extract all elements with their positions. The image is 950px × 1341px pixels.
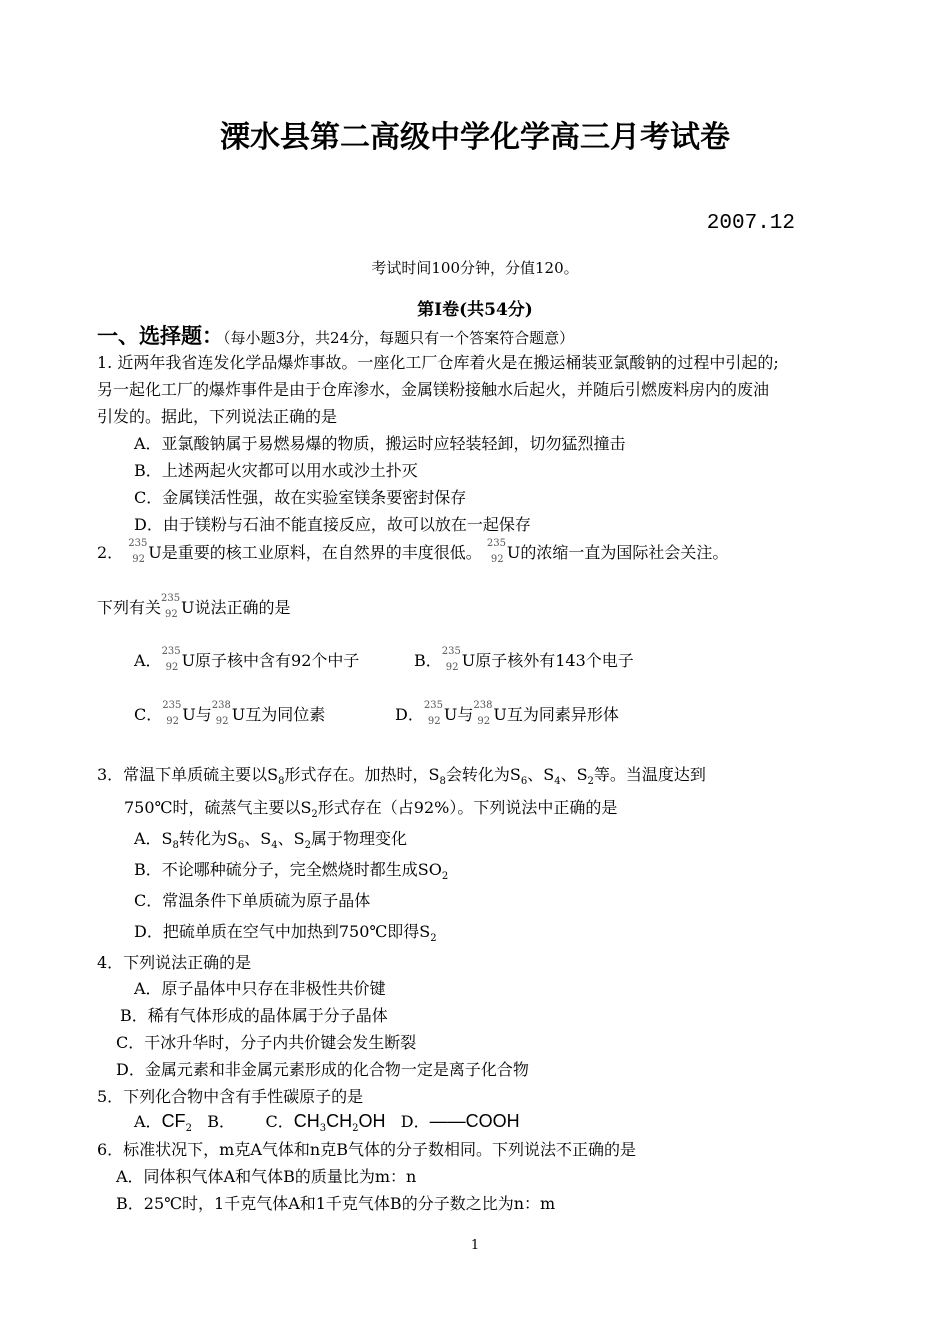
q4-option-a: A．原子晶体中只存在非极性共价键 (134, 979, 386, 998)
q2-number: 2． (97, 543, 124, 562)
page-number: 1 (470, 1238, 480, 1253)
q2-line2-post: 说法正确的是 (194, 598, 291, 617)
section-heading-label: 一、选择题： (97, 324, 223, 348)
q4-option-b: B．稀有气体形成的晶体属于分子晶体 (120, 1006, 388, 1025)
q3-option-b: B．不论哪种硫分子，完全燃烧时都生成$SO_2$ (134, 860, 449, 883)
q2-line2-pre: 下列有关 (97, 598, 162, 617)
exam-date: 2007.12 (706, 212, 795, 235)
q6-option-a: A．同体积气体A和气体B的质量比为m：n (116, 1167, 417, 1186)
q4-option-c: C．干冰升华时，分子内共价键会发生断裂 (116, 1033, 417, 1052)
q2-text1: 是重要的核工业原料，在自然界的丰度很低。 (161, 543, 482, 562)
q1-option-c: C．金属镁活性强，故在实验室镁条要密封保存 (134, 488, 467, 507)
q3-option-a: A．$S_8$转化为$S_6$、$S_4$、$S_2$属于物理变化 (134, 829, 407, 852)
u235-nuclide: 235 92 (162, 700, 182, 727)
q1-line3: 引发的。据此，下列说法正确的是 (97, 407, 338, 426)
q3-line1: 3．常温下单质硫主要以$S_8$形式存在。加热时，$S_8$会转化为$S_6$、$S_4$、$S_2$等。当温度达到 (97, 765, 706, 788)
q5-formula-d: ——COOH (429, 1111, 520, 1131)
q1-option-a: A．亚氯酸钠属于易燃易爆的物质，搬运时应轻装轻卸，切勿猛烈撞击 (134, 434, 626, 453)
section-note: （每小题3分，共24分，每题只有一个答案符合题意） (223, 329, 575, 347)
u238-nuclide: 238 92 (473, 700, 493, 727)
q3-option-c: C．常温条件下单质硫为原子晶体 (134, 891, 371, 910)
u235-nuclide: 235 92 (161, 593, 181, 620)
u235-nuclide: 235 92 (486, 538, 506, 565)
u235-nuclide: 235 92 (161, 646, 181, 673)
q5-option-c-label: C． (265, 1112, 294, 1131)
q6-option-b: B．25℃时，1千克气体A和1千克气体B的分子数之比为n：m (116, 1194, 556, 1213)
q3-option-d: D．把硫单质在空气中加热到750℃即得$S_2$ (134, 922, 437, 945)
q1-option-b: B．上述两起火灾都可以用水或沙土扑灭 (134, 461, 418, 480)
u235-nuclide: 235 92 (441, 646, 461, 673)
q5-formula-c: CH (293, 1111, 320, 1131)
exam-title: 溧水县第二高级中学化学高三月考试卷 (220, 120, 730, 155)
q4-stem: 4．下列说法正确的是 (97, 953, 252, 972)
q4-option-d: D．金属元素和非金属元素形成的化合物一定是离子化合物 (116, 1060, 529, 1079)
u-symbol: U (181, 598, 195, 617)
section-heading (97, 320, 574, 350)
q6-stem: 6．标准状况下，m克A气体和n克B气体的分子数相同。下列说法不正确的是 (97, 1140, 636, 1159)
q2-line2 (97, 595, 291, 618)
q1-option-d: D．由于镁粉与石油不能直接反应，故可以放在一起保存 (134, 515, 531, 534)
q2-option-c: C． 235 92 U与 238 92 U互为同位素 (134, 700, 326, 727)
q2-text2: 的浓缩一直为国际社会关注。 (520, 543, 729, 562)
q2-option-b: B． 235 92 U原子核外有143个电子 (414, 646, 634, 673)
u238-nuclide: 238 92 (211, 700, 231, 727)
exam-info: 考试时间100分钟，分值120。 (371, 259, 579, 277)
q3-line2: 750℃时，硫蒸气主要以$S_2$形式存在（占92%）。下列说法中正确的是 (124, 798, 618, 821)
part-title: 第I卷(共54分) (417, 300, 533, 320)
q1-line1: 1. 近两年我省连发化学品爆炸事故。一座化工厂仓库着火是在搬运桶装亚氯酸钠的过程中引起的; (97, 353, 779, 372)
q5-option-d-label: D． (400, 1112, 430, 1131)
u235-nuclide: 235 92 (128, 538, 148, 565)
q5-options: A．$CF_2$ B． C．$CH_3CH_2OH$ D．——COOH (134, 1111, 520, 1135)
q2-line1 (97, 540, 728, 563)
q2-option-d: D． 235 92 U与 238 92 U互为同素异形体 (395, 700, 619, 727)
u-symbol: U (506, 543, 521, 562)
u-symbol: U (148, 543, 162, 562)
q5-option-b-label: B． (207, 1112, 235, 1131)
q1-line2: 另一起化工厂的爆炸事件是由于仓库渗水，金属镁粉接触水后起火，并随后引燃废料房内的废油 (97, 380, 770, 399)
q5-stem: 5．下列化合物中含有手性碳原子的是 (97, 1087, 364, 1106)
q2-option-a: A． 235 92 U原子核中含有92个中子 (134, 646, 360, 673)
q5-formula-a: CF (161, 1111, 186, 1131)
u235-nuclide: 235 92 (423, 700, 443, 727)
q5-option-a-label: A． (134, 1112, 162, 1131)
